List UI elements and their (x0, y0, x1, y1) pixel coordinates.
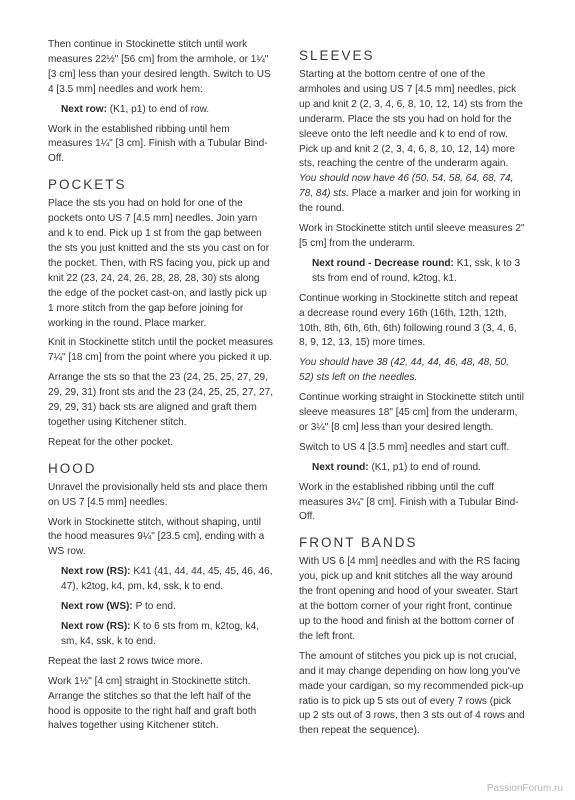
instruction-next-row-rs-2 (61, 620, 274, 650)
paragraph: Then continue in Stockinette stitch until work measures 22½" [56 cm] from the armhole, or 1¼" [3 cm] less than your desired length. Switch to US 4 [3.5 mm] needles and work hem: (48, 39, 271, 95)
instruction-next-round (312, 461, 525, 476)
right-column (299, 48, 525, 744)
instruction-next-row-rs (61, 565, 274, 595)
paragraph: Work 1½" [4 cm] straight in Stockinette stitch. Arrange the stitches so that the left half of the hood is opposite to the right half and graft both halves together using Kitchener stitch. (48, 675, 257, 732)
instruction-label: Next round: (312, 461, 369, 473)
paragraph: Repeat for the other pocket. (48, 436, 174, 448)
paragraph: Switch to US 4 [3.5 mm] needles and start cuff. (299, 441, 510, 453)
section-heading-sleeves: SLEEVES (299, 48, 375, 63)
paragraph-text: Starting at the bottom centre of one of the armholes and using US 7 [4.5 mm] needles, pick up and knit 2 (2, 3, 4, 6, 8, 10, 12, 14) sts from the underarm. Place the sts you had on hold for the sleeve onto the left needle and k to end of row. Pick up and knit 2 (2, 3, 4, 6, 8, 10, 12, 14) more sts, reaching the centre of the underarm again. (299, 69, 523, 170)
paragraph: Work in Stockinette stitch until sleeve measures 2" [5 cm] from the underarm. (299, 223, 525, 249)
left-column (48, 38, 274, 739)
section-heading-pockets: POCKETS (48, 177, 127, 193)
paragraph: Continue working in Stockinette stitch and repeat a decrease round every 16th (16th, 12th, 12th, 10th, 8th, 6th, 6th, 6th) following round 3 (3, 4, 6, 8, 9, 12, 13, 15) more times. (299, 292, 518, 349)
paragraph-italic-text: You should now have 46 (50, 54, 58, 64, 68, 74, 78, 84) sts. (299, 173, 514, 200)
instruction-text: (K1, p1) to end of round. (368, 461, 481, 473)
paragraph: Work in the established ribbing until the cuff measures 3¼" [8 cm]. Finish with a Tubular Bind-Off. (299, 481, 519, 523)
paragraph: Work in the established ribbing until hem measures 1¼" [3 cm]. Finish with a Tubular Bind-Off. (48, 123, 268, 165)
instruction-label: Next round - Decrease round: (312, 257, 454, 269)
paragraph-italic (299, 356, 525, 386)
paragraph: Unravel the provisionally held sts and place them on US 7 [4.5 mm] needles. (48, 481, 268, 508)
instruction-text: (K1, p1) to end of row. (107, 103, 210, 115)
paragraph-text: Place a marker and join for working in the round. (299, 188, 521, 215)
instruction-decrease-round (312, 257, 525, 287)
paragraph-italic-text: You should have 38 (42, 44, 44, 46, 48, 48, 50, 52) sts left on the needles. (299, 357, 509, 384)
paragraph: Work in Stockinette stitch, without shaping, until the hood measures 9¼" [23.5 cm], ending with a WS row. (48, 516, 265, 558)
section-heading-front-bands: FRONT BANDS (299, 535, 418, 551)
instruction-next-row-ws (61, 600, 274, 615)
instruction-text: K to 6 sts from m, k2tog, k4, sm, k4, ssk, k to end. (61, 621, 260, 647)
instruction-text: K1, ssk, k to 3 sts from end of round, k2tog, k1. (312, 257, 521, 284)
paragraph: Arrange the sts so that the 23 (24, 25, 25, 27, 29, 29, 29, 31) front sts and the 23 (24, 25, 25, 27, 27, 29, 29, 31) back sts are aligned and graft them together using Kitchener stitch. (48, 372, 274, 428)
paragraph: With US 6 [4 mm] needles and with the RS facing you, pick up and knit stitches all the way around the front opening and hood of your sweater. Start at the bottom corner of your right front, continue up to the hood and finish at the bottom corner of the left front. (299, 556, 521, 642)
paragraph: Place the sts you had on hold for one of the pockets onto US 7 [4.5 mm] needles. Join yarn and k to end. Pick up 1 st from the gap between the sts you just knitted and the sts you cast on for the pocket. Then, with RS facing you, pick up and knit 22 (23, 24, 24, 26, 28, 28, 28, 30) sts along the edge of the pocket cast-on, and lastly pick up 1 more stitch from the gap before joining for working in the round. Place marker. (48, 198, 270, 329)
watermark: PassionForum.ru (486, 783, 563, 794)
instruction-label: Next row (RS): (61, 621, 131, 632)
instruction-text: P to end. (132, 601, 176, 613)
paragraph (299, 68, 525, 217)
instruction-text: K41 (41, 44, 44, 45, 45, 46, 46, 47), k2tog, k4, pm, k4, ssk, k to end. (61, 566, 273, 593)
section-heading-hood: HOOD (48, 460, 97, 476)
paragraph: Repeat the last 2 rows twice more. (48, 655, 203, 667)
instruction-label: Next row: (61, 103, 107, 115)
paragraph: The amount of stitches you pick up is not crucial, and it may change depending on how long you've made your cardigan, so my recommended pick-up ratio is to pick up 5 sts out of every 7 rows (pick up 2 sts out of 3 rows, then 3 sts out of 4 rows and then repeat the sequence). (299, 650, 525, 737)
instruction-label: Next row (WS): (61, 601, 133, 613)
paragraph: Knit in Stockinette stitch until the pocket measures 7¼" [18 cm] from the point where you picked it up. (48, 337, 273, 364)
paragraph: Continue working straight in Stockinette stitch until sleeve measures 18" [45 cm] from the underarm, or 3¼" [8 cm] less than your desired length. (299, 392, 524, 433)
instruction-label: Next row (RS): (61, 566, 131, 578)
instruction-next-row (61, 103, 274, 118)
